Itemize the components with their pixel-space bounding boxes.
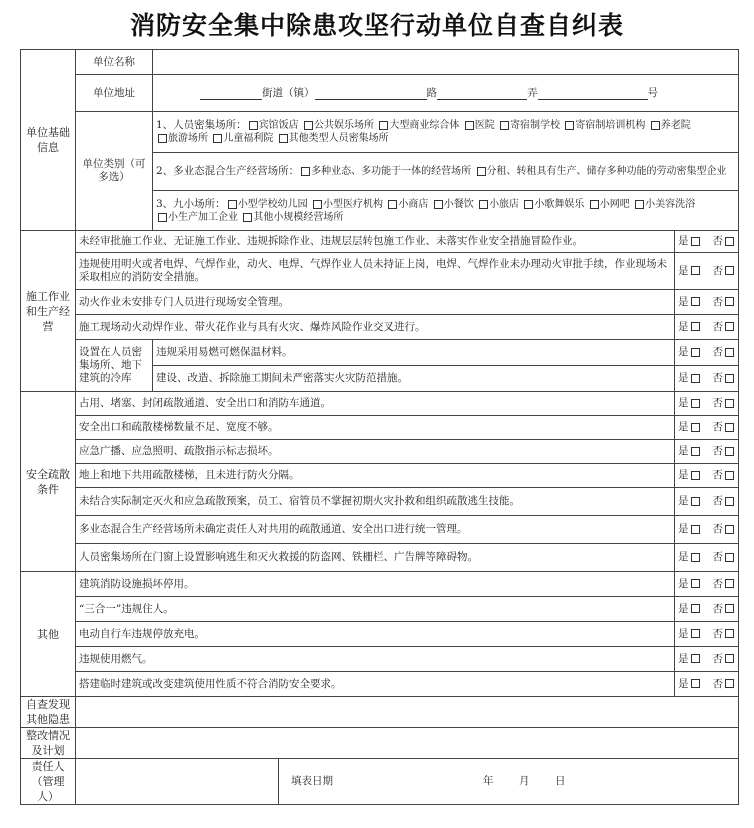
- no-label: 否: [712, 346, 723, 358]
- check-item-text: 搭建临时建筑或改变建筑使用性质不符合消防安全要求。: [76, 672, 675, 697]
- checkbox-icon[interactable]: [479, 200, 488, 209]
- rectification-field[interactable]: [76, 728, 739, 759]
- yes-no-choice[interactable]: [675, 464, 739, 488]
- checkbox-icon[interactable]: [388, 200, 397, 209]
- no-checkbox-icon[interactable]: [725, 423, 734, 432]
- check-row: [21, 488, 739, 516]
- date-month: 月: [519, 775, 530, 787]
- no-label: 否: [712, 627, 723, 640]
- yes-checkbox-icon[interactable]: [691, 266, 700, 275]
- yes-checkbox-icon[interactable]: [691, 604, 700, 613]
- no-label: 否: [712, 421, 723, 433]
- check-row: [21, 290, 739, 315]
- check-item-text: 施工现场动火动焊作业、带火花作业与具有火灾、爆炸风险作业交叉进行。: [76, 315, 675, 340]
- check-row: [21, 440, 739, 464]
- yes-no-choice[interactable]: [675, 315, 739, 340]
- type-group-3: [153, 191, 739, 231]
- no-checkbox-icon[interactable]: [725, 447, 734, 456]
- check-item-text: 违规使用燃气。: [76, 647, 675, 672]
- yes-no-choice[interactable]: [675, 672, 739, 697]
- checkbox-icon[interactable]: [434, 200, 443, 209]
- yes-checkbox-icon[interactable]: [691, 399, 700, 408]
- yes-checkbox-icon[interactable]: [691, 348, 700, 357]
- yes-checkbox-icon[interactable]: [691, 497, 700, 506]
- type-option[interactable]: 小商店: [386, 199, 428, 210]
- yes-label: 是: [678, 235, 689, 247]
- checkbox-icon[interactable]: [158, 134, 167, 143]
- yes-no-choice[interactable]: [675, 488, 739, 516]
- checkbox-icon[interactable]: [279, 134, 288, 143]
- yes-label: 是: [678, 397, 689, 409]
- yes-checkbox-icon[interactable]: [691, 471, 700, 480]
- type-group-1: [153, 112, 739, 153]
- check-item-text: 未经审批施工作业、无证施工作业、违规拆除作业、违规层层转包施工作业、未落实作业安全措施冒险作业。: [76, 231, 675, 253]
- check-row: [21, 315, 739, 340]
- type-option[interactable]: 宾馆饭店: [247, 120, 299, 131]
- checkbox-icon[interactable]: [635, 200, 644, 209]
- yes-no-choice[interactable]: [675, 622, 739, 647]
- yes-label: 是: [678, 469, 689, 481]
- checkbox-icon[interactable]: [379, 121, 388, 130]
- checkbox-icon[interactable]: [243, 213, 252, 222]
- yes-label: 是: [678, 372, 689, 384]
- type-option[interactable]: 养老院: [649, 120, 691, 131]
- type-option[interactable]: 分租、转租具有生产、储存多种功能的劳动密集型企业: [475, 166, 727, 177]
- yes-no-choice[interactable]: [675, 253, 739, 290]
- yes-no-choice[interactable]: [675, 366, 739, 392]
- no-label: 否: [712, 469, 723, 481]
- check-item-text: “三合一”违规住人。: [76, 597, 675, 622]
- yes-checkbox-icon[interactable]: [691, 237, 700, 246]
- type-option[interactable]: 寄宿制培训机构: [563, 120, 645, 131]
- no-checkbox-icon[interactable]: [725, 322, 734, 331]
- type-option[interactable]: 多种业态、多功能于一体的经营场所: [299, 166, 471, 177]
- no-checkbox-icon[interactable]: [725, 525, 734, 534]
- yes-no-choice[interactable]: [675, 572, 739, 597]
- check-item-text: 未结合实际制定灭火和应急疏散预案，员工、宿管员不掌握初期火灾扑救和组织疏散逃生技能。: [76, 488, 675, 516]
- type-option[interactable]: 小歌舞娱乐: [522, 199, 584, 210]
- checkbox-icon[interactable]: [228, 200, 237, 209]
- checkbox-icon[interactable]: [651, 121, 660, 130]
- type-option[interactable]: 小生产加工企业: [156, 212, 238, 223]
- check-item-text: 违规使用明火或者电焊、气焊作业，动火、电焊、气焊作业人员未持证上岗，电焊、气焊作业未办理动火审批手续，作业现场未采取相应的消防安全措施。: [76, 253, 675, 290]
- date-year: 年: [483, 775, 494, 787]
- type-option[interactable]: 寄宿制学校: [498, 120, 560, 131]
- checkbox-icon[interactable]: [301, 167, 310, 176]
- yes-no-choice[interactable]: [675, 544, 739, 572]
- yes-label: 是: [678, 445, 689, 457]
- no-label: 否: [712, 295, 723, 308]
- yes-checkbox-icon[interactable]: [691, 579, 700, 588]
- category-label: 施工作业和生产经营: [21, 231, 76, 392]
- yes-no-choice[interactable]: [675, 440, 739, 464]
- check-row: [21, 253, 739, 290]
- check-row: [21, 647, 739, 672]
- type-group-lead: 2、多业态混合生产经营场所：: [156, 165, 300, 177]
- type-option[interactable]: 医院: [463, 120, 495, 131]
- type-option[interactable]: 旅游场所: [156, 133, 208, 144]
- yes-label: 是: [678, 602, 689, 615]
- yes-no-choice[interactable]: [675, 516, 739, 544]
- yes-checkbox-icon[interactable]: [691, 553, 700, 562]
- type-option[interactable]: 儿童福利院: [211, 133, 273, 144]
- no-checkbox-icon[interactable]: [725, 497, 734, 506]
- yes-no-choice[interactable]: [675, 340, 739, 366]
- type-option[interactable]: 小型学校幼儿园: [226, 199, 308, 210]
- yes-no-choice[interactable]: [675, 416, 739, 440]
- yes-checkbox-icon[interactable]: [691, 374, 700, 383]
- self-check-table: [20, 49, 739, 805]
- category-label: 安全疏散条件: [21, 392, 76, 572]
- date-day: 日: [555, 775, 566, 787]
- yes-checkbox-icon[interactable]: [691, 322, 700, 331]
- checkbox-icon[interactable]: [524, 200, 533, 209]
- no-label: 否: [712, 551, 723, 563]
- yes-checkbox-icon[interactable]: [691, 679, 700, 688]
- no-checkbox-icon[interactable]: [725, 579, 734, 588]
- yes-label: 是: [678, 421, 689, 433]
- other-hazards-label: 自查发现其他隐患: [21, 697, 76, 728]
- type-option[interactable]: 其他小规模经营场所: [241, 212, 343, 223]
- check-item-text: 动火作业未安排专门人员进行现场安全管理。: [76, 290, 675, 315]
- check-row: [21, 416, 739, 440]
- page-title: 消防安全集中除患攻坚行动单位自查自纠表: [129, 11, 624, 40]
- no-checkbox-icon[interactable]: [725, 654, 734, 663]
- check-item-text: 应急广播、应急照明、疏散指示标志损坏。: [76, 440, 675, 464]
- yes-label: 是: [678, 677, 689, 690]
- check-row: [21, 516, 739, 544]
- check-row: [21, 392, 739, 416]
- no-label: 否: [712, 523, 723, 535]
- type-option[interactable]: 小网吧: [588, 199, 630, 210]
- check-row: [21, 672, 739, 697]
- sub-category-label: 设置在人员密集场所、地下建筑的冷库: [76, 340, 153, 392]
- checkbox-icon[interactable]: [158, 213, 167, 222]
- no-label: 否: [712, 602, 723, 615]
- type-group-lead: 3、九小场所：: [156, 197, 226, 210]
- checkbox-icon[interactable]: [249, 121, 258, 130]
- fill-date-label: 填表日期 年 月 日: [279, 759, 675, 805]
- no-label: 否: [712, 677, 723, 690]
- other-hazards-field[interactable]: [76, 697, 739, 728]
- no-checkbox-icon[interactable]: [725, 604, 734, 613]
- yes-checkbox-icon[interactable]: [691, 525, 700, 534]
- yes-label: 是: [678, 495, 689, 507]
- no-checkbox-icon[interactable]: [725, 374, 734, 383]
- yes-label: 是: [678, 523, 689, 535]
- no-checkbox-icon[interactable]: [725, 471, 734, 480]
- no-checkbox-icon[interactable]: [725, 679, 734, 688]
- check-row: [21, 340, 739, 366]
- unit-name-field[interactable]: [153, 50, 739, 75]
- unit-type-label: 单位类别（可多选）: [76, 112, 153, 231]
- yes-label: 是: [678, 551, 689, 563]
- check-row: [21, 231, 739, 253]
- no-label: 否: [712, 372, 723, 384]
- type-group-2: [153, 153, 739, 191]
- no-checkbox-icon[interactable]: [725, 399, 734, 408]
- address-street: 街道（镇）: [262, 86, 315, 99]
- yes-no-choice[interactable]: [675, 597, 739, 622]
- type-option[interactable]: 大型商业综合体: [377, 120, 459, 131]
- no-checkbox-icon[interactable]: [725, 629, 734, 638]
- type-option[interactable]: 其他类型人员密集场所: [277, 133, 389, 144]
- no-checkbox-icon[interactable]: [725, 553, 734, 562]
- checkbox-icon[interactable]: [590, 200, 599, 209]
- unit-address-field[interactable]: [153, 75, 739, 112]
- yes-no-choice[interactable]: [675, 392, 739, 416]
- no-checkbox-icon[interactable]: [725, 237, 734, 246]
- type-option[interactable]: 小旅店: [477, 199, 519, 210]
- checkbox-icon[interactable]: [213, 134, 222, 143]
- no-label: 否: [712, 320, 723, 333]
- yes-label: 是: [678, 320, 689, 333]
- yes-no-choice[interactable]: [675, 290, 739, 315]
- no-checkbox-icon[interactable]: [725, 348, 734, 357]
- yes-checkbox-icon[interactable]: [691, 423, 700, 432]
- check-item-text: 建设、改造、拆除施工期间未严密落实火灾防范措施。: [153, 366, 675, 392]
- address-lane: 弄: [527, 86, 538, 99]
- yes-no-choice[interactable]: [675, 231, 739, 253]
- checkbox-icon[interactable]: [565, 121, 574, 130]
- yes-label: 是: [678, 346, 689, 358]
- category-label: 其他: [21, 572, 76, 697]
- unit-address-label: 单位地址: [76, 75, 153, 112]
- check-item-text: 建筑消防设施损坏停用。: [76, 572, 675, 597]
- check-item-text: 违规采用易燃可燃保温材料。: [153, 340, 675, 366]
- type-option[interactable]: 小美容洗浴: [633, 199, 695, 210]
- checkbox-icon[interactable]: [465, 121, 474, 130]
- check-item-text: 电动自行车违规停放充电。: [76, 622, 675, 647]
- no-label: 否: [712, 652, 723, 665]
- no-checkbox-icon[interactable]: [725, 297, 734, 306]
- checkbox-icon[interactable]: [477, 167, 486, 176]
- check-item-text: 安全出口和疏散楼梯数量不足、宽度不够。: [76, 416, 675, 440]
- yes-checkbox-icon[interactable]: [691, 629, 700, 638]
- no-label: 否: [712, 577, 723, 590]
- yes-label: 是: [678, 652, 689, 665]
- category-basic-info: 单位基础信息: [21, 50, 76, 231]
- type-option[interactable]: 小型医疗机构: [311, 199, 383, 210]
- check-item-text: 地上和地下共用疏散楼梯，且未进行防火分隔。: [76, 464, 675, 488]
- check-item-text: 多业态混合生产经营场所未确定责任人对共用的疏散通道、安全出口进行统一管理。: [76, 516, 675, 544]
- check-row: [21, 622, 739, 647]
- check-row: [21, 544, 739, 572]
- responsible-label: 责任人（管理人）: [21, 759, 76, 805]
- check-row: [21, 464, 739, 488]
- no-label: 否: [712, 445, 723, 457]
- checkbox-icon[interactable]: [313, 200, 322, 209]
- yes-label: 是: [678, 295, 689, 308]
- yes-label: 是: [678, 627, 689, 640]
- no-label: 否: [712, 397, 723, 409]
- yes-checkbox-icon[interactable]: [691, 297, 700, 306]
- type-option[interactable]: 公共娱乐场所: [302, 120, 374, 131]
- yes-checkbox-icon[interactable]: [691, 654, 700, 663]
- checkbox-icon[interactable]: [500, 121, 509, 130]
- type-group-lead: 1、人员密集场所：: [156, 119, 247, 131]
- checkbox-icon[interactable]: [304, 121, 313, 130]
- type-option[interactable]: 小餐饮: [432, 199, 474, 210]
- responsible-field[interactable]: [76, 759, 279, 805]
- no-label: 否: [712, 495, 723, 507]
- yes-checkbox-icon[interactable]: [691, 447, 700, 456]
- address-road: 路: [426, 86, 437, 99]
- yes-label: 是: [678, 577, 689, 590]
- no-label: 否: [712, 235, 723, 247]
- check-row: [21, 572, 739, 597]
- check-item-text: 人员密集场所在门窗上设置影响逃生和灭火救援的防盗网、铁栅栏、广告牌等障碍物。: [76, 544, 675, 572]
- yes-no-choice[interactable]: [675, 647, 739, 672]
- check-row: [21, 597, 739, 622]
- no-label: 否: [712, 264, 723, 277]
- rectification-label: 整改情况及计划: [21, 728, 76, 759]
- address-number: 号: [647, 86, 658, 99]
- check-item-text: 占用、堵塞、封闭疏散通道、安全出口和消防车通道。: [76, 392, 675, 416]
- no-checkbox-icon[interactable]: [725, 266, 734, 275]
- yes-label: 是: [678, 264, 689, 277]
- unit-name-label: 单位名称: [76, 50, 153, 75]
